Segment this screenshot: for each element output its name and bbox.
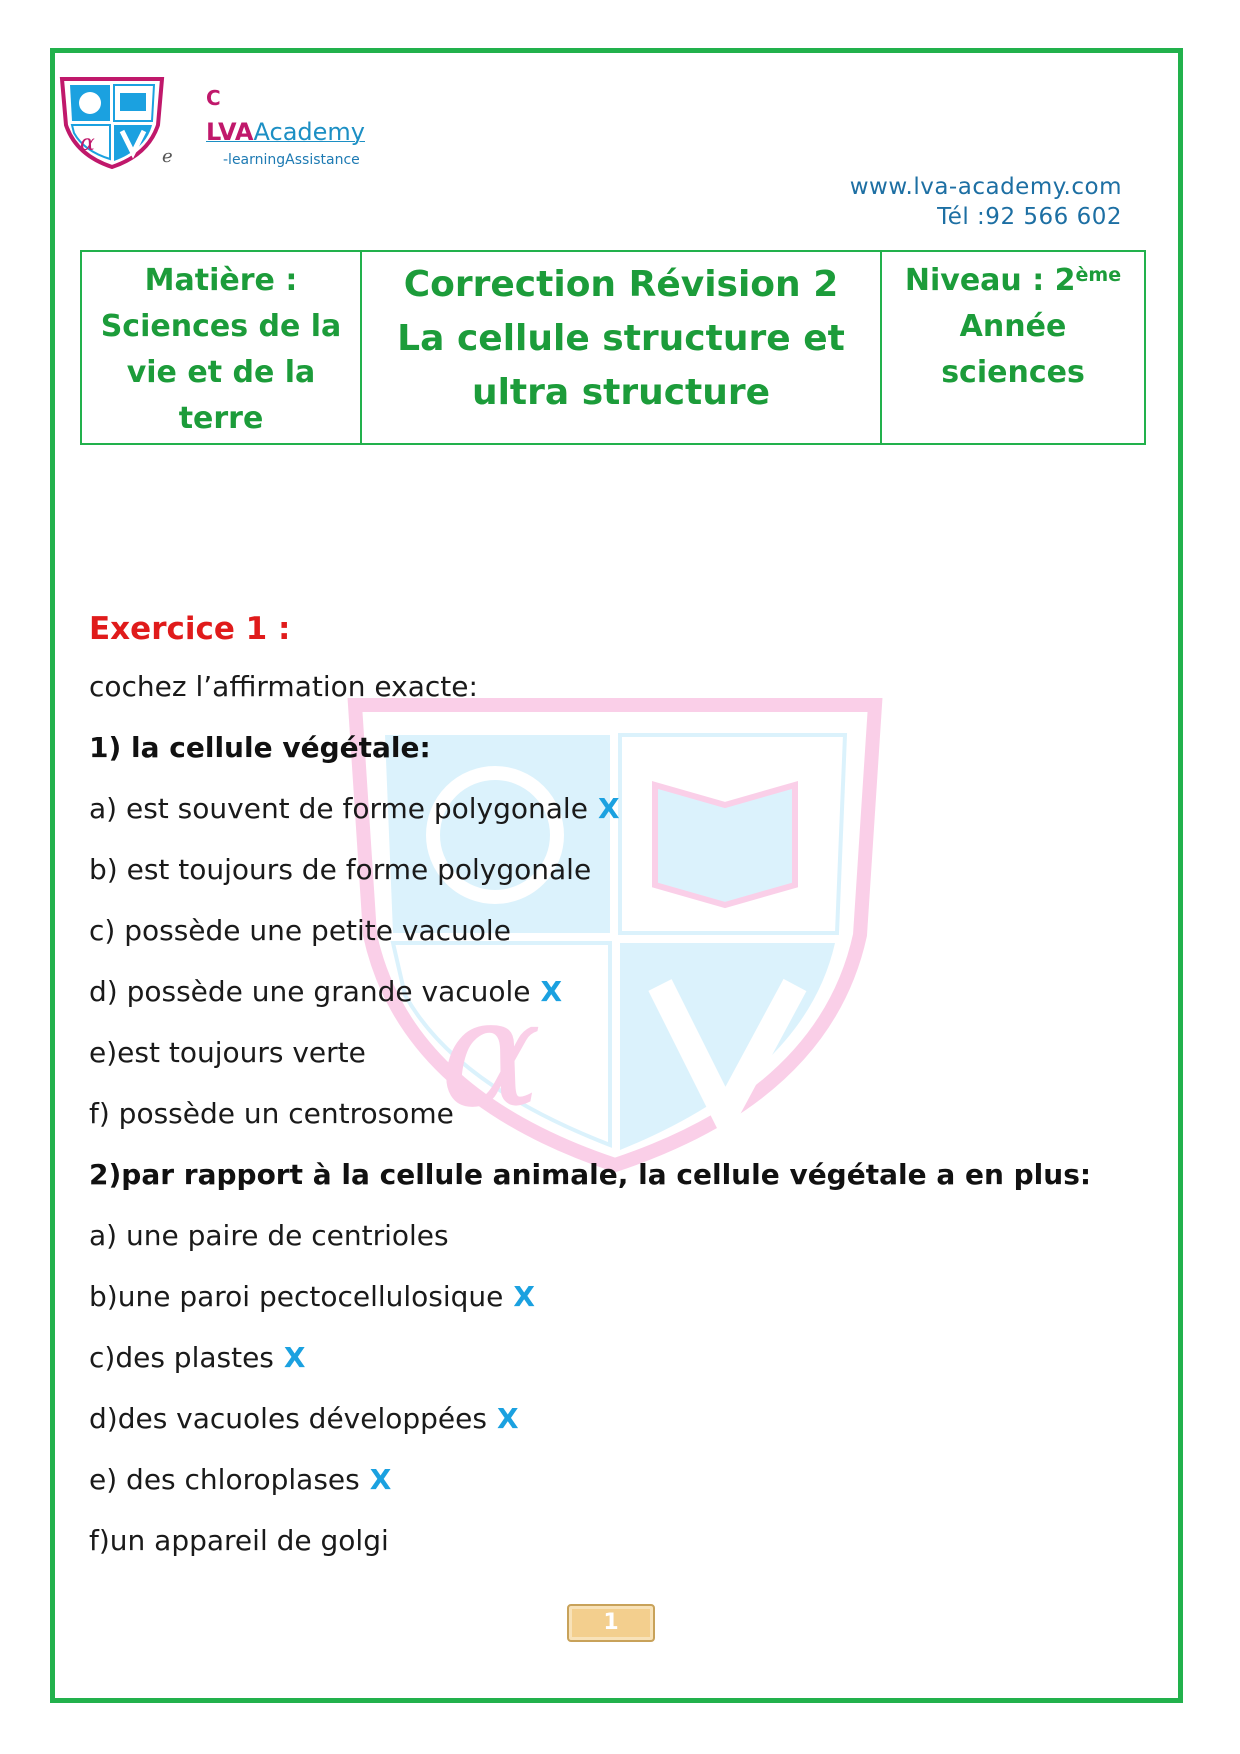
exercise-title: Exercice 1 :: [89, 611, 291, 647]
check-mark: X: [496, 1402, 519, 1435]
option-text: e)est toujours verte: [89, 1036, 366, 1069]
document-subtitle: La cellule structure et ultra structure: [397, 318, 845, 413]
option-text: c) possède une petite vacuole: [89, 914, 511, 947]
option-text: b)une paroi pectocellulosique: [89, 1280, 504, 1313]
level-suffix: Année sciences: [941, 309, 1085, 390]
q1-option-e: [89, 1022, 1139, 1083]
brand-block: [206, 86, 365, 168]
q2-option-b: [89, 1266, 1139, 1327]
svg-text:α: α: [80, 131, 95, 156]
check-mark: X: [283, 1341, 306, 1374]
q2-option-d: [89, 1388, 1139, 1449]
course-info-table: [80, 250, 1146, 445]
option-text: f)un appareil de golgi: [89, 1524, 389, 1557]
document-title: Correction Révision 2: [403, 264, 839, 305]
website-link[interactable]: www.lva-academy.com: [849, 174, 1122, 200]
brand-lva: LVA: [206, 118, 254, 146]
svg-text:α: α: [440, 967, 542, 1141]
check-mark: X: [369, 1463, 392, 1496]
brand-academy: Academy: [253, 118, 365, 146]
q1-option-c: [89, 900, 1139, 961]
option-text: e) des chloroplases: [89, 1463, 360, 1496]
brand-tagline: -learningAssistance: [223, 152, 360, 168]
exercise-section: [89, 602, 1139, 1571]
q2-option-e: [89, 1449, 1139, 1510]
level-prefix: Niveau : 2: [904, 263, 1076, 298]
option-text: a) est souvent de forme polygonale: [89, 792, 588, 825]
question-2: 2)par rapport à la cellule animale, la cellule végétale a en plus:: [89, 1158, 1092, 1191]
exercise-instruction: cochez l’affirmation exacte:: [89, 670, 478, 703]
check-mark: X: [513, 1280, 536, 1313]
check-mark: X: [540, 975, 563, 1008]
phone-number: Tél :92 566 602: [937, 204, 1122, 230]
option-text: d)des vacuoles développées: [89, 1402, 487, 1435]
option-text: d) possède une grande vacuole: [89, 975, 531, 1008]
q2-option-a: [89, 1205, 1139, 1266]
option-text: b) est toujours de forme polygonale: [89, 853, 592, 886]
option-text: f) possède un centrosome: [89, 1097, 454, 1130]
q1-option-d: [89, 961, 1139, 1022]
option-text: c)des plastes: [89, 1341, 274, 1374]
q2-option-c: [89, 1327, 1139, 1388]
subject-cell: [81, 251, 361, 444]
brand-name[interactable]: [206, 118, 365, 146]
q1-option-a: [89, 778, 1139, 839]
brand-letter: C: [206, 86, 221, 110]
level-cell: [881, 251, 1145, 444]
level-superscript: ème: [1075, 264, 1122, 286]
page-number: 1: [567, 1604, 655, 1642]
q1-option-b: [89, 839, 1139, 900]
question-1: 1) la cellule végétale:: [89, 731, 431, 764]
q1-option-f: [89, 1083, 1139, 1144]
option-text: a) une paire de centrioles: [89, 1219, 449, 1252]
brand-e-letter: e: [162, 146, 173, 167]
title-cell: [361, 251, 881, 444]
subject-text: Matière : Sciences de la vie et de la terre: [100, 263, 342, 436]
lva-academy-logo: [58, 75, 166, 169]
contact-block: [850, 172, 1122, 232]
q2-option-f: [89, 1510, 1139, 1571]
check-mark: X: [597, 792, 620, 825]
